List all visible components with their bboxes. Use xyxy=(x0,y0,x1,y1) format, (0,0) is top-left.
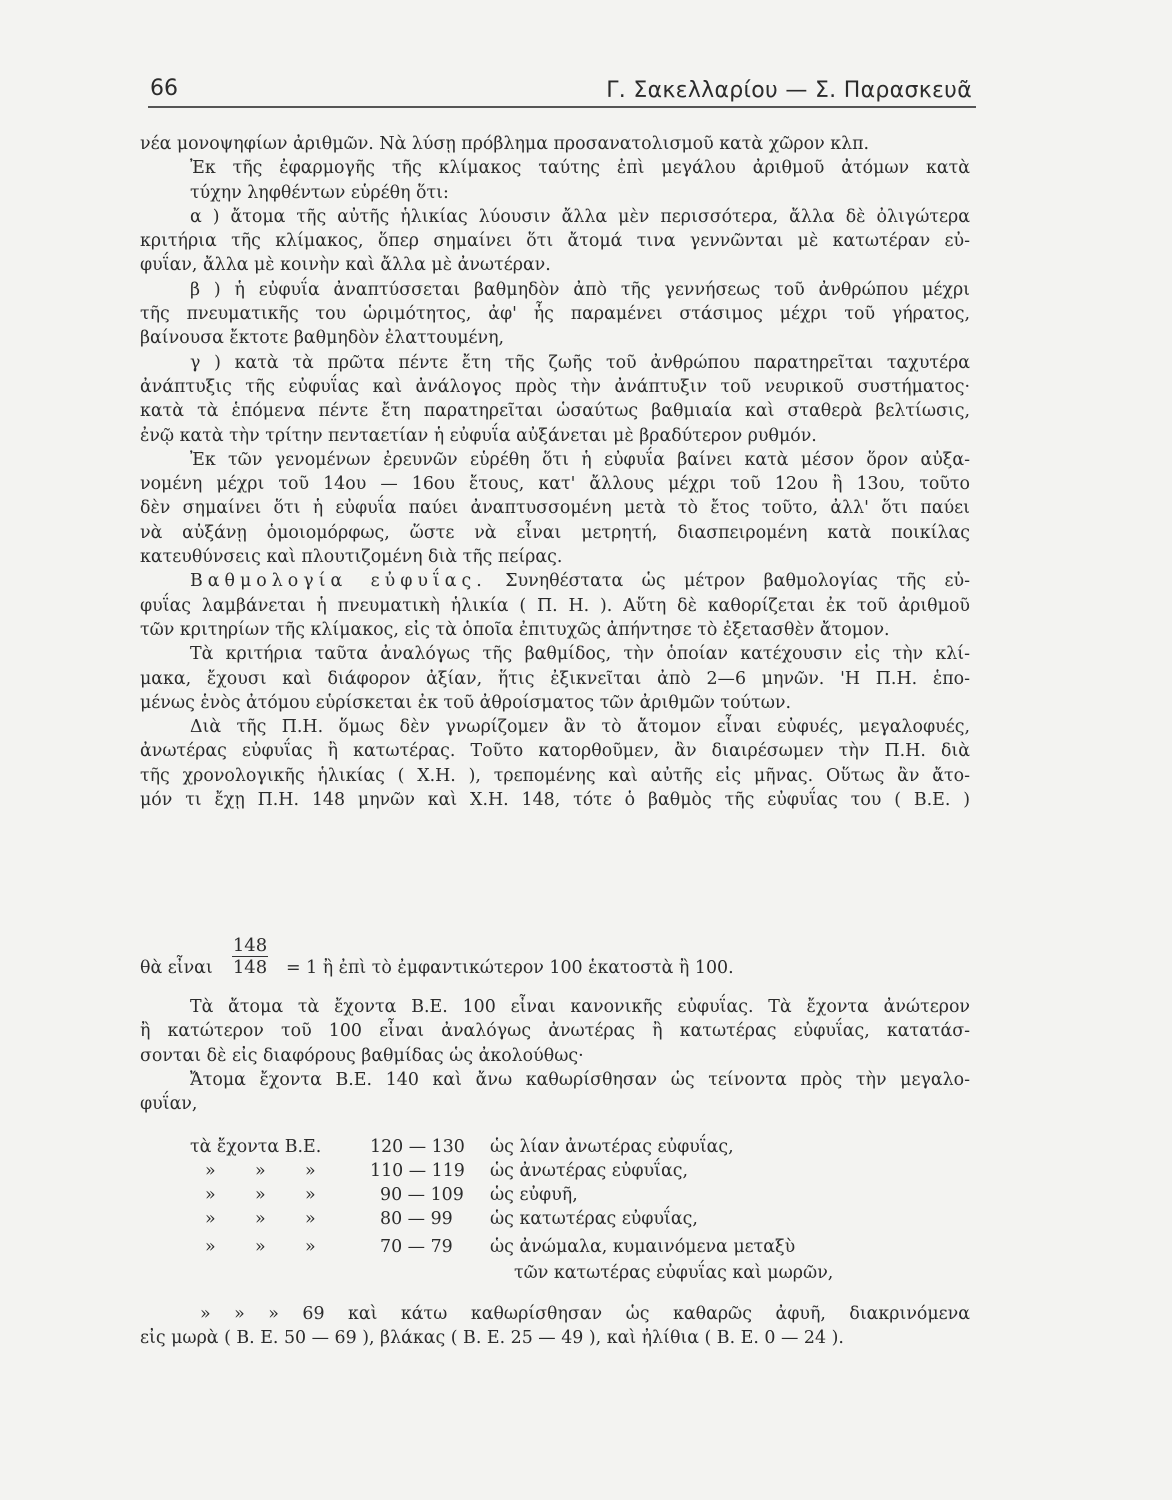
text-line: ἢ κατώτερον τοῦ 100 εἶναι ἀναλόγως ἀνωτέρας ἢ κατωτέρας εὐφυΐας, κατατάσ- xyxy=(140,1021,970,1042)
body-text-continued xyxy=(140,995,970,1116)
table-cell-desc: ὡς ἀνώμαλα, κυμαινόμενα μεταξὺ xyxy=(490,1237,796,1257)
text-line: β ) ἡ εὐφυΐα ἀναπτύσσεται βαθμηδὸν ἀπὸ τῆς γεννήσεως τοῦ ἀνθρώπου μέχρι xyxy=(190,279,970,300)
text-line: νὰ αὐξάνῃ ὁμοιομόρφως, ὥστε νὰ εἶναι μετρητή, διασπειρομένη κατὰ ποικίλας xyxy=(140,522,970,543)
ditto-mark: » xyxy=(305,1185,316,1205)
text-line: εἰς μωρὰ ( Β. Ε. 50 — 69 ), βλάκας ( Β. Ε. 25 — 49 ), καὶ ἠλίθια ( Β. Ε. 0 — 24 ). xyxy=(140,1328,844,1349)
text-line: νέα μονοψηφίων ἀριθμῶν. Νὰ λύσῃ πρόβλημα προσανατολισμοῦ κατὰ χῶρον κλπ. xyxy=(140,134,870,154)
final-paragraph xyxy=(140,1302,970,1351)
ditto-mark: » xyxy=(305,1237,316,1257)
text-line: γ ) κατὰ τὰ πρῶτα πέντε ἔτη τῆς ζωῆς τοῦ ἀνθρώπου παρατηρεῖται ταχυτέρα xyxy=(190,352,970,373)
text-line: τύχην ληφθέντων εὑρέθη ὅτι: xyxy=(190,182,449,203)
table-cell-range: 70 — 79 xyxy=(380,1237,453,1257)
formula xyxy=(140,936,970,982)
text-line: ἐνῷ κατὰ τὴν τρίτην πενταετίαν ἡ εὐφυΐα αὐξάνεται μὲ βραδύτερον ρυθμόν. xyxy=(140,425,817,446)
text-line: κριτήρια τῆς κλίμακος, ὅπερ σημαίνει ὅτι ἄτομά τινα γεννῶνται μὲ κατωτέραν εὐ- xyxy=(140,231,970,252)
paragraph xyxy=(140,448,970,569)
header-rule xyxy=(148,106,976,108)
paragraph xyxy=(140,715,970,812)
text-line xyxy=(140,569,970,593)
table-row xyxy=(190,1183,970,1207)
table-cell-label: τὰ ἔχοντα Β.Ε. xyxy=(190,1137,322,1157)
table-row xyxy=(190,1235,970,1259)
table-row xyxy=(190,1159,970,1183)
table-cell-range: 110 — 119 xyxy=(370,1161,465,1181)
formula-prefix: θὰ εἶναι xyxy=(140,958,213,978)
text-line: φυΐαν, ἄλλα μὲ κοινὴν καὶ ἄλλα μὲ ἀνωτέραν. xyxy=(140,255,551,276)
ditto-mark: » xyxy=(205,1209,216,1229)
text-line: ἀνάπτυξις τῆς εὐφυΐας καὶ ἀνάλογος πρὸς τὴν ἀνάπτυξιν τοῦ νευρικοῦ συστήματος· xyxy=(140,376,970,397)
text-line-rest: Συνηθέστατα ὡς μέτρον βαθμολογίας τῆς εὐ- xyxy=(486,571,970,592)
fraction xyxy=(232,936,268,979)
table-row xyxy=(190,1261,970,1285)
table-cell-range: 80 — 99 xyxy=(380,1209,453,1229)
paragraph xyxy=(140,205,970,278)
text-line: Διὰ τῆς Π.Η. ὅμως δὲν γνωρίζομεν ἂν τὸ ἄτομον εἶναι εὐφυές, μεγαλοφυές, xyxy=(190,717,970,738)
fraction-denominator: 148 xyxy=(232,957,268,978)
page-header xyxy=(150,76,972,106)
text-line: μακα, ἔχουσι καὶ διάφορον ἀξίαν, ἥτις ἐξικνεῖται ἀπὸ 2—6 μηνῶν. 'Η Π.Η. ἑπο- xyxy=(140,668,970,689)
text-line: φυΐας λαμβάνεται ἡ πνευματικὴ ἡλικία ( Π. Η. ). Αὕτη δὲ καθορίζεται ἐκ τοῦ ἀριθμοῦ xyxy=(140,595,970,616)
table-cell-desc: τῶν κατωτέρας εὐφυΐας καὶ μωρῶν, xyxy=(514,1263,834,1283)
table-cell-desc: ὡς εὐφυῆ, xyxy=(490,1185,578,1205)
text-line: » » » 69 καὶ κάτω καθωρίσθησαν ὡς καθαρῶς ἀφυῆ, διακρινόμενα xyxy=(200,1304,970,1324)
table-cell-range: 120 — 130 xyxy=(370,1137,465,1157)
ditto-mark: » xyxy=(205,1161,216,1181)
table-cell-range: 90 — 109 xyxy=(380,1185,464,1205)
text-line: βαίνουσα ἔκτοτε βαθμηδὸν ἐλαττουμένη, xyxy=(140,328,505,349)
table-cell-desc: ὡς κατωτέρας εὐφυΐας, xyxy=(490,1209,698,1229)
paragraph xyxy=(140,351,970,448)
fraction-numerator: 148 xyxy=(232,935,268,956)
paragraph xyxy=(140,642,970,715)
body-text xyxy=(140,132,970,812)
text-line: Ἄτομα ἔχοντα Β.Ε. 140 καὶ ἄνω καθωρίσθησαν ὡς τείνοντα πρὸς τὴν μεγαλο- xyxy=(190,1069,970,1090)
ditto-mark: » xyxy=(255,1185,266,1205)
text-line: τῆς χρονολογικῆς ἡλικίας ( Χ.Η. ), τρεπομένης καὶ αὐτῆς εἰς μῆνας. Οὕτως ἂν ἄτο- xyxy=(140,765,970,786)
paragraph xyxy=(140,1068,970,1117)
ditto-mark: » xyxy=(255,1237,266,1257)
ditto-mark: » xyxy=(305,1209,316,1229)
text-line: Ἐκ τῆς ἐφαρμογῆς τῆς κλίμακος ταύτης ἐπὶ μεγάλου ἀριθμοῦ ἀτόμων κατὰ xyxy=(190,158,970,179)
paragraph xyxy=(140,995,970,1068)
text-line: νομένη μέχρι τοῦ 14ου — 16ου ἔτους, κατ' ἄλλους μέχρι τοῦ 12ου ἢ 13ου, τοῦτο xyxy=(140,474,970,495)
text-line: τῶν κριτηρίων τῆς κλίμακος, εἰς τὰ ὁποῖα ἐπιτυχῶς ἀπήντησε τὸ ἐξετασθὲν ἄτομον. xyxy=(140,619,890,640)
ditto-mark: » xyxy=(255,1161,266,1181)
text-line: κατὰ τὰ ἑπόμενα πέντε ἔτη παρατηρεῖται ὡσαύτως βαθμιαία καὶ σταθερὰ βελτίωσις, xyxy=(140,401,970,422)
running-head: Γ. Σακελλαρίου — Σ. Παρασκευᾶ xyxy=(606,78,972,103)
ditto-mark: » xyxy=(205,1237,216,1257)
paragraph xyxy=(140,569,970,642)
text-line: δὲν σημαίνει ὅτι ἡ εὐφυΐα παύει ἀναπτυσσομένη μετὰ τὸ ἔτος τοῦτο, ἀλλ' ὅτι παύει xyxy=(140,498,970,519)
text-line: μόν τι ἔχῃ Π.Η. 148 μηνῶν καὶ Χ.Η. 148, τότε ὁ βαθμὸς τῆς εὐφυΐας του ( Β.Ε. ) xyxy=(140,790,970,811)
text-line: Ἐκ τῶν γενομένων ἐρευνῶν εὑρέθη ὅτι ἡ εὐφυΐα βαίνει κατὰ μέσον ὅρον αὐξα- xyxy=(190,449,970,470)
text-line: τῆς πνευματικῆς του ὡριμότητος, ἀφ' ἧς παραμένει στάσιμος μέχρι τοῦ γήρατος, xyxy=(140,304,970,325)
text-line: φυΐαν, xyxy=(140,1094,198,1115)
text-line: κατευθύνσεις καὶ πλουτιζομένη διὰ τῆς πείρας. xyxy=(140,547,563,568)
text-line: ἀνωτέρας εὐφυΐας ἢ κατωτέρας. Τοῦτο κατορθοῦμεν, ἂν διαιρέσωμεν τὴν Π.Η. διὰ xyxy=(140,741,970,762)
table-row xyxy=(190,1207,970,1231)
text-line: α ) ἄτομα τῆς αὐτῆς ἡλικίας λύουσιν ἄλλα μὲν περισσότερα, ἄλλα δὲ ὀλιγώτερα xyxy=(190,206,970,227)
page-number: 66 xyxy=(150,76,178,101)
table-row xyxy=(190,1135,970,1159)
text-line: Τὰ ἄτομα τὰ ἔχοντα Β.Ε. 100 εἶναι κανονικῆς εὐφυΐας. Τὰ ἔχοντα ἀνώτερον xyxy=(190,997,970,1017)
ditto-mark: » xyxy=(255,1209,266,1229)
section-heading: Βαθμολογία εὐφυΐας. xyxy=(190,571,487,592)
formula-suffix: = 1 ἢ ἐπὶ τὸ ἐμφαντικώτερον 100 ἑκατοστὰ ἢ 100. xyxy=(286,958,734,978)
ditto-mark: » xyxy=(205,1185,216,1205)
table-cell-desc: ὡς ἀνωτέρας εὐφυΐας, xyxy=(490,1161,688,1181)
classification-table-continued xyxy=(190,1211,970,1311)
table-cell-desc: ὡς λίαν ἀνωτέρας εὐφυΐας, xyxy=(490,1137,734,1157)
paragraph xyxy=(140,156,970,205)
paragraph xyxy=(140,278,970,351)
ditto-mark: » xyxy=(305,1161,316,1181)
text-line: σονται δὲ εἰς διαφόρους βαθμίδας ὡς ἀκολούθως· xyxy=(140,1045,584,1066)
paragraph xyxy=(140,132,970,156)
paragraph xyxy=(140,1302,970,1351)
text-line: μένως ἑνὸς ἀτόμου εὑρίσκεται ἐκ τοῦ ἀθροίσματος τῶν ἀριθμῶν τούτων. xyxy=(140,692,791,713)
text-line: Τὰ κριτήρια ταῦτα ἀναλόγως τῆς βαθμίδος, τὴν ὁποίαν κατέχουσιν εἰς τὴν κλί- xyxy=(190,644,970,665)
